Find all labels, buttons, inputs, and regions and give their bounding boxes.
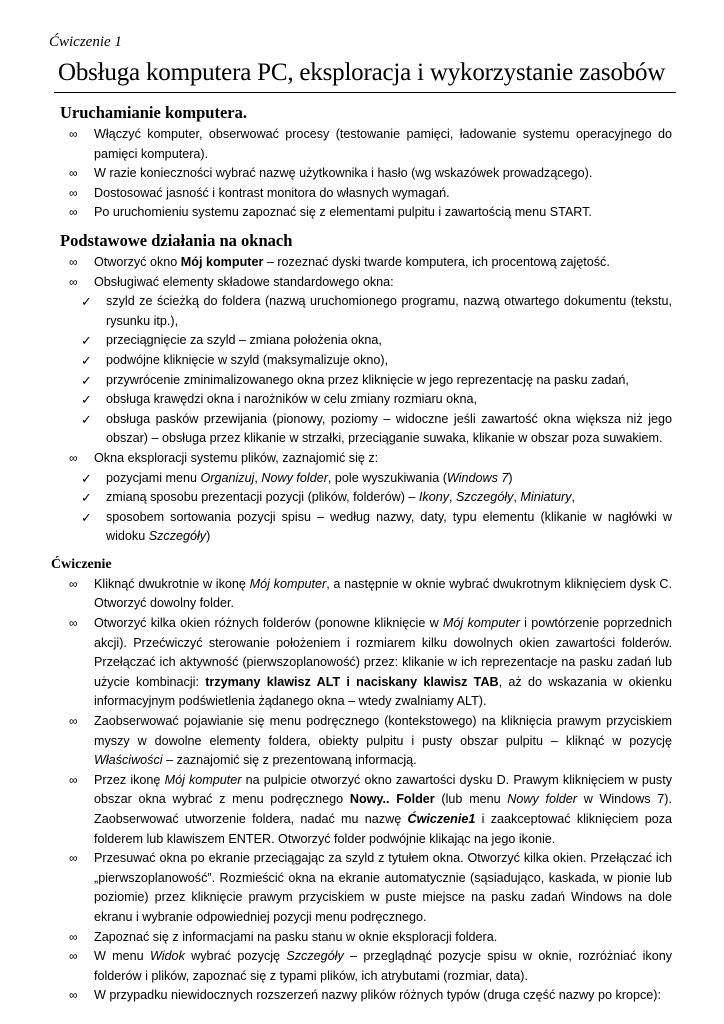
check-bullet-icon: ✓ xyxy=(81,294,92,310)
infinity-bullet-icon: ∞ xyxy=(69,450,78,465)
windows-list xyxy=(58,253,672,547)
infinity-bullet-icon: ∞ xyxy=(69,851,78,866)
list-item: ∞ Dostosować jasność i kontrast monitora do własnych wymagań. xyxy=(58,184,672,204)
list-item: ∞ Przez ikonę Mój komputer na pulpicie otworzyć okno zawartości dysku D. Prawym kliknięciem w pusty obszar okna wybrać z menu podręcznego Nowy.. Folder (lub menu Nowy folder w Windows 7). Zaobserwować utworzenie foldera, nadać mu nazwę Ćwiczenie1 i zaakceptować kliknięciem poza folderem lub klawiszem ENTER. Otworzyć folder podwójnie klikając na jego ikonie. xyxy=(69,772,672,846)
infinity-bullet-icon: ∞ xyxy=(69,772,78,787)
list-item: ∞ Otworzyć kilka okien różnych folderów (ponowne kliknięcie w Mój komputer i powtórzenie poprzednich akcji). Przećwiczyć sterowanie położeniem i rozmiarem kilku dowolnych okien zawartości folderów. Przełączać ich aktywność (pierwszoplanowość) przez: klikanie w ich reprezentacje na pasku zadań lub użycie kombinacji: trzymany klawisz ALT i naciskany klawisz TAB, aż do wskazania w okienku informacyjnym podświetlenia żądanego okna – wtedy zwalniamy ALT). xyxy=(69,616,672,709)
infinity-bullet-icon: ∞ xyxy=(69,714,78,729)
sub-list-item: ✓ pozycjami menu Organizuj, Nowy folder, pole wyszukiwania (Windows 7) xyxy=(58,469,672,489)
list-item: ∞ Otworzyć okno Mój komputer – rozeznać dyski twarde komputera, ich procentową zajętość. xyxy=(58,253,672,273)
list-item: ∞ Włączyć komputer, obserwować procesy (testowanie pamięci, ładowanie systemu operacyjnego do pamięci komputera). xyxy=(69,127,672,161)
section-heading-windows: Podstawowe działania na oknach xyxy=(60,230,293,250)
infinity-bullet-icon: ∞ xyxy=(69,205,78,220)
sub-list-item: ✓ przeciągnięcie za szyld – zmiana położenia okna, xyxy=(58,331,672,351)
list-item: ∞ Okna eksploracji systemu plików, zaznajomić się z: xyxy=(58,449,672,469)
sub-list-item: ✓ obsługa krawędzi okna i narożników w celu zmiany rozmiaru okna, xyxy=(58,390,672,410)
list-item: ∞ W menu Widok wybrać pozycję Szczegóły – przeglądnąć pozycje spisu w oknie, rozróżniać ikony folderów i plików, zapoznać się z typami plików, ich atrybutami (rozmiar, data). xyxy=(69,949,672,983)
sub-list-item: ✓ podwójne kliknięcie w szyld (maksymalizuje okno), xyxy=(58,351,672,371)
sub-list-item: ✓ sposobem sortowania pozycji spisu – według nazwy, daty, typu elementu (klikanie w nagłówki w widoku Szczegóły) xyxy=(81,509,672,544)
check-bullet-icon: ✓ xyxy=(81,411,92,427)
infinity-bullet-icon: ∞ xyxy=(69,576,78,591)
list-item: ∞ Po uruchomieniu systemu zapoznać się z elementami pulpitu i zawartością menu START. xyxy=(58,203,672,223)
sub-list-item: ✓ szyld ze ścieżką do foldera (nazwą uruchomionego programu, nazwą otwartego dokumentu (tekstu, rysunku itp.), xyxy=(81,294,672,328)
infinity-bullet-icon: ∞ xyxy=(69,929,78,944)
exercise-label: Ćwiczenie 1 xyxy=(49,34,122,50)
check-bullet-icon: ✓ xyxy=(81,333,92,349)
sub-list-item: ✓ zmianą sposobu prezentacji pozycji (plików, folderów) – Ikony, Szczegóły, Miniatury, xyxy=(58,488,672,508)
page-title: Obsługa komputera PC, eksploracja i wykorzystanie zasobów xyxy=(58,59,666,86)
sub-list-item: ✓ przywrócenie zminimalizowanego okna przez kliknięcie w jego reprezentację na pasku zadań, xyxy=(58,371,672,391)
exercise-list xyxy=(58,575,672,1006)
infinity-bullet-icon: ∞ xyxy=(69,166,78,181)
list-item: ∞ Zapoznać się z informacjami na pasku stanu w oknie eksploracji foldera. xyxy=(58,928,672,948)
list-item: ∞ Zaobserwować pojawianie się menu podręcznego (kontekstowego) na kliknięcia prawym przyciskiem myszy w dowolne elementy foldera, obiekty pulpitu i pusty obszar pulpitu – kliknąć w pozycję Właściwości – zaznajomić się z prezentowaną informacją. xyxy=(69,714,672,768)
list-item: ∞ W razie konieczności wybrać nazwę użytkownika i hasło (wg wskazówek prowadzącego). xyxy=(58,164,672,184)
check-bullet-icon: ✓ xyxy=(81,490,92,506)
infinity-bullet-icon: ∞ xyxy=(69,127,78,141)
list-item: ∞ Przesuwać okna po ekranie przeciągając za szyld z tytułem okna. Otworzyć kilka okien. Przełączać ich „pierwszoplanowość”. Rozmieścić okna na ekranie automatycznie (sąsiadująco, kaskada, w pionie lub poziomie) przez kliknięcie prawym przyciskiem w puste miejsce na pasku zadań Windows na dole ekranu i wybranie odpowiedniej pozycji menu podręcznego. xyxy=(69,851,672,924)
startup-list xyxy=(58,125,672,223)
sub-list-item: ✓ obsługa pasków przewijania (pionowy, poziomy – widoczne jeśli zawartość okna większa niż jego obszar) – obsługa przez klikanie w strzałki, przeciąganie suwaka, klikanie w obszar poza suwakiem. xyxy=(81,411,672,446)
check-bullet-icon: ✓ xyxy=(81,470,92,486)
section-heading-startup: Uruchamianie komputera. xyxy=(60,103,247,122)
check-bullet-icon: ✓ xyxy=(81,372,92,388)
list-item: ∞ W przypadku niewidocznych rozszerzeń nazwy plików różnych typów (druga część nazwy po kropce): xyxy=(58,986,672,1006)
infinity-bullet-icon: ∞ xyxy=(69,274,78,289)
title-underline xyxy=(54,92,676,93)
section-heading-exercise: Ćwiczenie xyxy=(51,556,112,572)
check-bullet-icon: ✓ xyxy=(81,352,92,368)
infinity-bullet-icon: ∞ xyxy=(69,185,78,200)
list-item: ∞ Obsługiwać elementy składowe standardowego okna: xyxy=(58,273,672,293)
check-bullet-icon: ✓ xyxy=(81,509,92,525)
list-item: ∞ Kliknąć dwukrotnie w ikonę Mój komputer, a następnie w oknie wybrać dwukrotnym kliknięciem dysk C. Otworzyć dowolny folder. xyxy=(69,576,672,611)
infinity-bullet-icon: ∞ xyxy=(69,988,78,1003)
infinity-bullet-icon: ∞ xyxy=(69,254,78,269)
infinity-bullet-icon: ∞ xyxy=(69,949,78,964)
document-body xyxy=(51,102,672,1006)
check-bullet-icon: ✓ xyxy=(81,392,92,408)
infinity-bullet-icon: ∞ xyxy=(69,616,78,631)
